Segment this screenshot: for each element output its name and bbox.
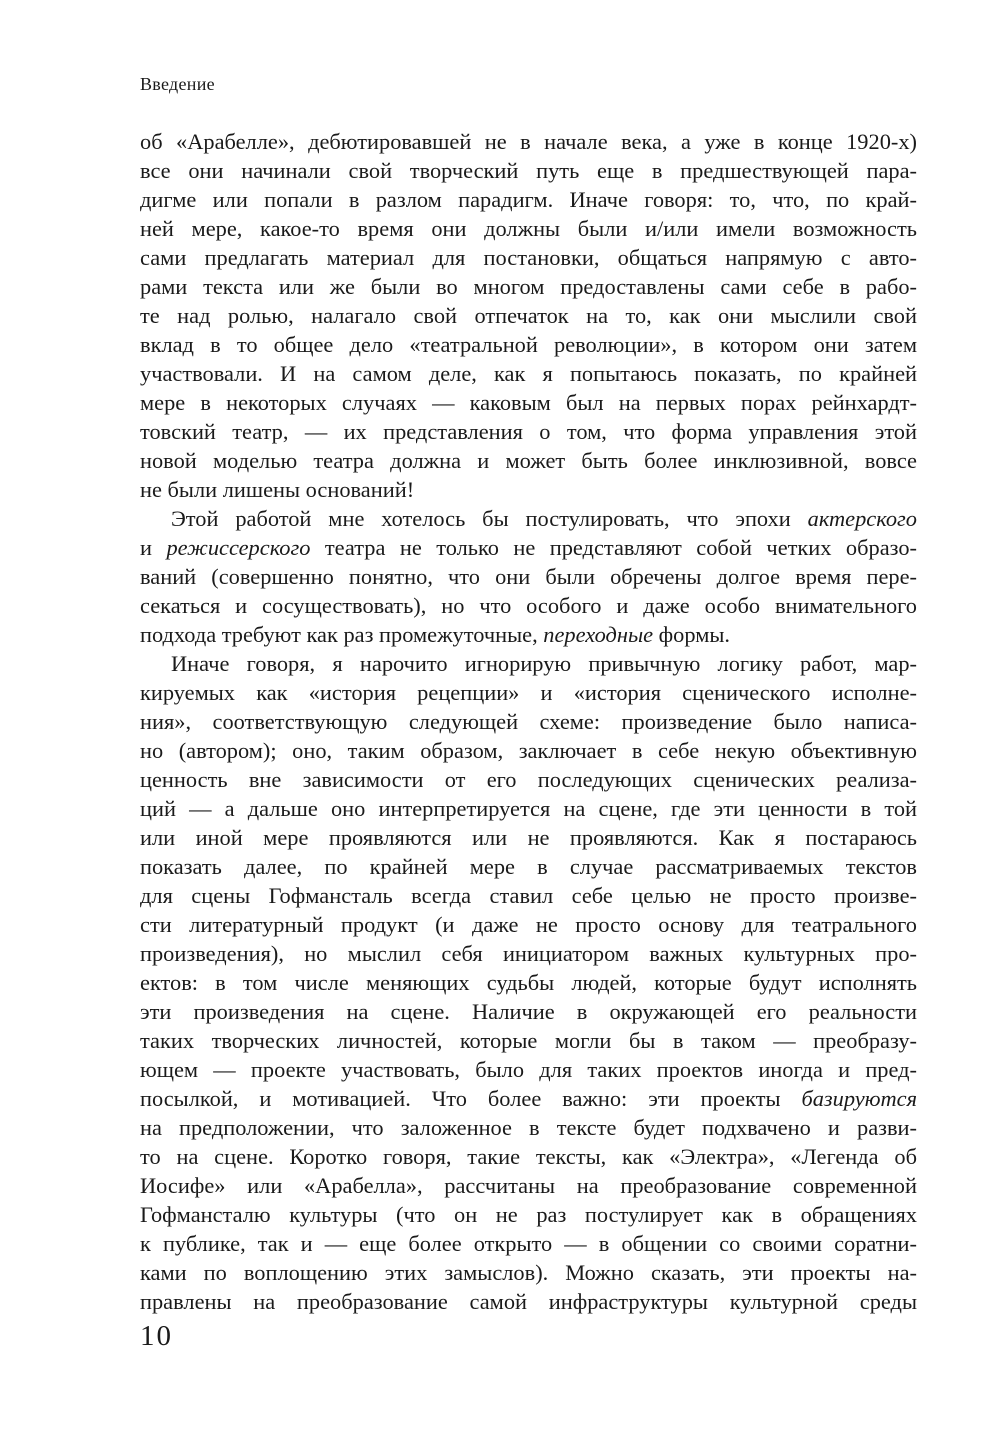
text-line: ней мере, какое-то время они должны были и/или имели возможность — [140, 216, 917, 241]
body-text — [140, 127, 917, 1316]
text-line: новой моделью театра должна и может быть более инклюзивной, вовсе — [140, 448, 917, 473]
page-number: 10 — [140, 1320, 173, 1352]
text-line: мере в некоторых случаях — каковым был на первых порах рейнхардт- — [140, 390, 917, 415]
text-line: посылкой, и мотивацией. Что более важно: эти проекты базируются — [140, 1086, 917, 1111]
text-line: ками по воплощению этих замыслов). Можно сказать, эти проекты на- — [140, 1260, 917, 1285]
italic-term: базируются — [801, 1086, 917, 1111]
italic-term: актерского — [807, 506, 917, 531]
text-line: рами текста или же были во многом предоставлены сами себе в рабо- — [140, 274, 917, 299]
text-line: ния», соответствующую следующей схеме: произведение было написа- — [140, 709, 917, 734]
text-line: ценность вне зависимости от его последующих сценических реализа- — [140, 767, 917, 792]
text-line: для сцены Гофмансталь всегда ставил себе целью не просто произве- — [140, 883, 917, 908]
text-line: таких творческих личностей, которые могли бы в таком — преобразу- — [140, 1028, 917, 1053]
text-line: ектов: в том числе меняющих судьбы людей, которые будут исполнять — [140, 970, 917, 995]
text-line: кируемых как «история рецепции» и «история сценического исполне- — [140, 680, 917, 705]
text-line: но (автором); оно, таким образом, заключает в себе некую объективную — [140, 738, 917, 763]
text-line: подхода требуют как раз промежуточные, переходные формы. — [140, 622, 731, 647]
text-line: участвовали. И на самом деле, как я попытаюсь показать, по крайней — [140, 361, 917, 386]
text-line: Иначе говоря, я нарочито игнорирую привычную логику работ, мар- — [171, 651, 917, 676]
text-line: все они начинали свой творческий путь еще в предшествующей пара- — [140, 158, 917, 183]
text-line: сами предлагать материал для постановки, общаться напрямую с авто- — [140, 245, 917, 270]
text-line: правлены на преобразование самой инфраструктуры культурной среды — [140, 1289, 917, 1314]
text-line: произведения), но мыслил себя инициатором важных культурных про- — [140, 941, 917, 966]
text-line: дигме или попали в разлом парадигм. Иначе говоря: то, что, по край- — [140, 187, 917, 212]
text-line: или иной мере проявляются или не проявляются. Как я постараюсь — [140, 825, 917, 850]
text-line: вклад в то общее дело «театральной революции», в котором они затем — [140, 332, 917, 357]
italic-term: переходные — [543, 622, 654, 647]
text-line: Этой работой мне хотелось бы постулировать, что эпохи актерского — [171, 506, 917, 531]
text-line: и режиссерского театра не только не представляют собой четких образо- — [140, 535, 917, 560]
text-line: ющем — проекте участвовать, было для таких проектов иногда и пред- — [140, 1057, 917, 1082]
text-line: к публике, так и — еще более открыто — в общении со своими соратни- — [140, 1231, 917, 1256]
text-line: ваний (совершенно понятно, что они были обречены долгое время пере- — [140, 564, 917, 589]
text-line: секаться и сосуществовать), но что особого и даже особо внимательного — [140, 593, 917, 618]
text-line: сти литературный продукт (и даже не просто основу для театрального — [140, 912, 917, 937]
text-line: товский театр, — их представления о том, что форма управления этой — [140, 419, 917, 444]
italic-term: режиссерского — [166, 535, 311, 560]
text-line: Гофмансталю культуры (что он не раз постулирует как в обращениях — [140, 1202, 917, 1227]
text-line: ций — а дальше оно интерпретируется на сцене, где эти ценности в той — [140, 796, 917, 821]
running-head: Введение — [140, 74, 215, 94]
text-line: эти произведения на сцене. Наличие в окружающей его реальности — [140, 999, 917, 1024]
text-line: то на сцене. Коротко говоря, такие тексты, как «Электра», «Легенда об — [140, 1144, 917, 1169]
text-line: показать далее, по крайней мере в случае рассматриваемых текстов — [140, 854, 917, 879]
text-line: на предположении, что заложенное в тексте будет подхвачено и разви- — [140, 1115, 917, 1140]
text-line: те над ролью, налагало свой отпечаток на то, как они мыслили свой — [140, 303, 917, 328]
text-line: Иосифе» или «Арабелла», рассчитаны на преобразование современной — [140, 1173, 917, 1198]
text-line: не были лишены оснований! — [140, 477, 415, 502]
text-line: об «Арабелле», дебютировавшей не в начале века, а уже в конце 1920-х) — [140, 129, 917, 154]
